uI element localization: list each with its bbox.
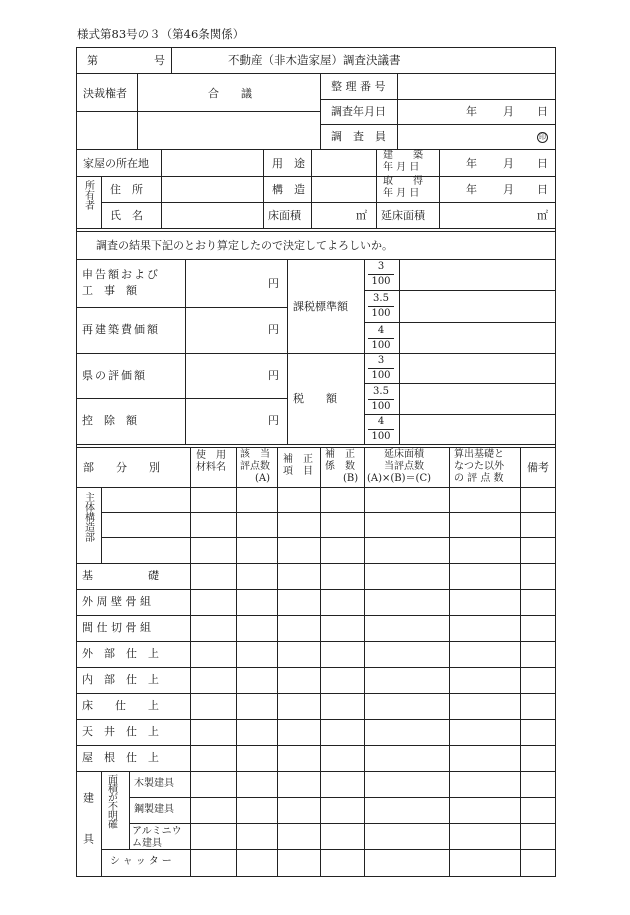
rule [101, 849, 556, 850]
survey-date-label: 調査年月日 [331, 105, 386, 118]
col-corr-coef-header-2: 係 数 [325, 461, 355, 472]
yen-unit: 円 [268, 414, 279, 427]
rule [76, 667, 556, 668]
rule [364, 259, 365, 444]
col-basis-header-1: 算出基礎と [454, 449, 504, 460]
rule [129, 797, 556, 798]
col-points-header-1: 該 当 [240, 449, 270, 460]
frame-top [76, 47, 556, 48]
surveyor-label: 調 査 員 [331, 130, 386, 143]
rate-fraction: 3.5 100 [368, 387, 394, 412]
sqm-unit: ㎡ [537, 209, 548, 222]
rule [311, 149, 312, 228]
ref-no-label: 整 理 番 号 [331, 80, 386, 93]
number-suffix: 号 [154, 54, 165, 67]
row-label: 外 部 仕 上 [82, 647, 159, 660]
rule [76, 447, 556, 448]
rule [76, 149, 556, 150]
shutter-label: シャッター [110, 856, 175, 867]
decider-label: 決裁権者 [83, 87, 127, 100]
acquire-date-label-2: 年 月 日 [383, 188, 420, 199]
rule [76, 111, 320, 112]
month-label: 月 [503, 105, 514, 118]
declared-amount-label-2: 工 事 額 [82, 284, 137, 297]
total-floor-area-label: 延床面積 [381, 209, 425, 222]
col-points-header-2: 評点数 [240, 461, 270, 472]
form-caption: 様式第83号の３（第46条関係） [77, 27, 245, 41]
col-corr-coef-header-3: (B) [343, 473, 359, 484]
rule [287, 259, 288, 444]
col-basis-header-2: なつた以外 [454, 461, 504, 472]
rule [397, 73, 398, 149]
col-corr-coef-header-1: 補 正 [325, 449, 355, 460]
rule [320, 73, 321, 149]
rule [76, 231, 556, 232]
tax-base-label: 課税標準額 [293, 300, 348, 313]
rule [399, 259, 400, 444]
rule [520, 447, 521, 876]
rule [129, 823, 556, 824]
rule [76, 228, 556, 229]
rule [137, 73, 138, 149]
row-label: 間 仕 切 骨 組 [82, 621, 151, 634]
rule [76, 176, 556, 177]
number-label: 第 [87, 54, 98, 67]
col-corr-item-header-1: 補 正 [283, 454, 313, 465]
rule [129, 771, 130, 849]
rebuild-cost-label: 再建築費価額 [82, 323, 160, 336]
col-material-header-1: 使 用 [196, 450, 226, 461]
rule [101, 176, 102, 228]
sqm-unit: ㎡ [356, 209, 367, 222]
frame-right [555, 47, 556, 877]
col-remarks-header: 備考 [527, 461, 549, 474]
yen-unit: 円 [268, 277, 279, 290]
rule [320, 124, 556, 125]
col-total-header-3: (A)×(B)＝(C) [367, 473, 432, 484]
tax-label: 税 額 [293, 392, 337, 405]
rule [320, 447, 321, 876]
rule [76, 353, 556, 354]
frame-left [76, 47, 77, 877]
rule [101, 771, 102, 876]
name-label: 氏 名 [110, 209, 143, 222]
pref-eval-label: 県の評価額 [82, 369, 147, 382]
rule [76, 719, 556, 720]
day-label: 日 [537, 105, 548, 118]
rule [76, 563, 556, 564]
main-structure-label: 主体構造部 [82, 492, 94, 542]
rule [364, 322, 556, 323]
build-date-label-2: 年 月 日 [383, 162, 420, 173]
rule [76, 771, 556, 772]
day-label: 日 [537, 157, 548, 170]
fixture-item-label: アルミニウム建具 [132, 826, 182, 849]
col-part-header: 部 分 別 [83, 461, 160, 474]
rule [76, 745, 556, 746]
col-corr-item-header-2: 項 目 [283, 466, 313, 477]
rule [263, 149, 264, 228]
yen-unit: 円 [268, 369, 279, 382]
frame-bottom [76, 876, 556, 877]
col-material-header-2: 材料名 [196, 462, 226, 473]
rule [76, 444, 556, 445]
fixture-item-label: 鋼製建具 [134, 804, 174, 815]
row-label: 基 礎 [82, 569, 159, 582]
build-date-label-1: 建 築 [383, 150, 423, 161]
year-label: 年 [466, 183, 477, 196]
rule [76, 398, 287, 399]
acquire-date-label-1: 取 得 [383, 176, 423, 187]
location-label: 家屋の所在地 [83, 157, 149, 170]
rule [449, 447, 450, 876]
address-label: 住 所 [110, 183, 143, 196]
day-label: 日 [537, 183, 548, 196]
structure-label: 構 造 [272, 183, 305, 196]
rule [101, 512, 556, 513]
rule [76, 615, 556, 616]
decision-text: 調査の結果下記のとおり算定したので決定してよろしいか。 [96, 239, 393, 252]
rule [364, 383, 556, 384]
rule [364, 290, 556, 291]
rule [76, 73, 556, 74]
year-label: 年 [466, 105, 477, 118]
rule [76, 641, 556, 642]
rule [76, 589, 556, 590]
rule [101, 202, 556, 203]
rule [376, 149, 377, 228]
row-label: 外 周 壁 骨 組 [82, 595, 151, 608]
fixtures-label: 建具 [81, 792, 95, 874]
rate-fraction: 3 100 [368, 262, 394, 287]
rule [171, 47, 172, 73]
rule [76, 307, 287, 308]
form-title: 不動産（非木造家屋）調査決議書 [228, 53, 401, 67]
rule [236, 447, 237, 876]
seal-mark: 印 [539, 133, 546, 141]
rule [439, 149, 440, 228]
declared-amount-label-1: 申告額および [82, 268, 160, 281]
rule [320, 99, 556, 100]
rule [364, 447, 365, 876]
row-label: 内 部 仕 上 [82, 673, 159, 686]
use-label: 用 途 [272, 157, 305, 170]
floor-area-label: 床面積 [268, 209, 301, 222]
rate-fraction: 4 100 [368, 417, 394, 442]
col-points-header-3: (A) [255, 473, 271, 484]
col-total-header-2: 当評点数 [384, 461, 424, 472]
rule [364, 414, 556, 415]
rule [101, 487, 102, 563]
yen-unit: 円 [268, 323, 279, 336]
row-label: 天 井 仕 上 [82, 725, 159, 738]
rule [76, 487, 556, 488]
rate-fraction: 4 100 [368, 326, 394, 351]
rule [277, 447, 278, 876]
col-total-header-1: 延床面積 [384, 449, 424, 460]
row-label: 屋 根 仕 上 [82, 751, 159, 764]
rule [76, 693, 556, 694]
rule [101, 537, 556, 538]
year-label: 年 [466, 157, 477, 170]
col-basis-header-3: の 評 点 数 [454, 473, 504, 484]
rate-fraction: 3 100 [368, 356, 394, 381]
rule [185, 259, 186, 444]
owner-label: 所有者 [82, 180, 94, 210]
month-label: 月 [503, 157, 514, 170]
unclear-area-label: 面積が不明確 [105, 774, 117, 828]
rule [161, 149, 162, 228]
rule [190, 447, 191, 876]
rate-fraction: 3.5 100 [368, 294, 394, 319]
rule [76, 259, 556, 260]
consultation-label: 合 議 [208, 87, 252, 100]
month-label: 月 [503, 183, 514, 196]
row-label: 床 仕 上 [82, 699, 159, 712]
fixture-item-label: 木製建具 [134, 778, 174, 789]
deduction-label: 控 除 額 [82, 414, 137, 427]
